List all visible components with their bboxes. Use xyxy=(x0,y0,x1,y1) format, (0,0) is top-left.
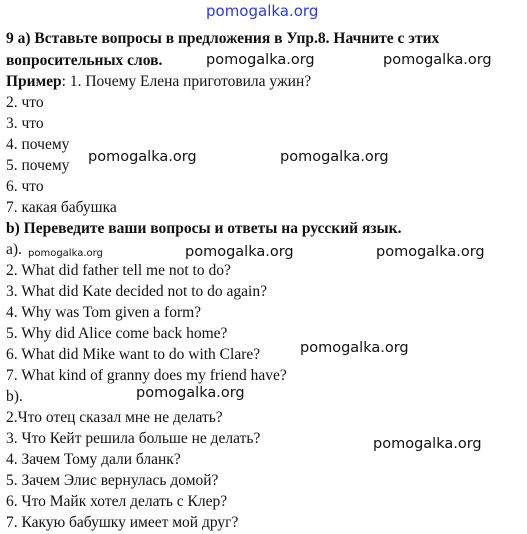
list-item: 4. почему xyxy=(6,136,70,153)
answer-b-item: 5. Зачем Элис вернулась домой? xyxy=(6,472,219,489)
example-line xyxy=(6,74,311,90)
watermark: pomogalka.org xyxy=(88,149,197,165)
watermark: pomogalka.org xyxy=(376,244,485,260)
example-label: Пример xyxy=(6,73,62,90)
answer-a-label: а). xyxy=(6,241,22,258)
answer-a-item: 3. What did Kate decided not to do again? xyxy=(6,283,267,300)
answer-a-item: 7. What kind of granny does my friend have? xyxy=(6,367,287,384)
task-heading-line1: 9 a) Вставьте вопросы в предложения в Упр.8. Начните с этих xyxy=(6,30,440,47)
top-watermark: pomogalka.org xyxy=(206,2,319,20)
answer-a-item: 2. What did father tell me not to do? xyxy=(6,262,231,279)
answer-b-item: 6. Что Майк хотел делать с Клер? xyxy=(6,493,228,510)
answer-b-item: 7. Какую бабушку имеет мой друг? xyxy=(6,514,239,531)
list-item: 7. какая бабушка xyxy=(6,199,117,216)
watermark: pomogalka.org xyxy=(185,244,294,260)
list-item: 6. что xyxy=(6,178,44,195)
task-b-heading: b) Переведите ваши вопросы и ответы на русский язык. xyxy=(6,220,402,237)
watermark: pomogalka.org xyxy=(383,52,492,68)
answer-b-item: 4. Зачем Тому дали бланк? xyxy=(6,451,181,468)
watermark-small: pomogalka.org xyxy=(28,248,103,259)
answer-a-item: 6. What did Mike want to do with Clare? xyxy=(6,346,261,363)
watermark: pomogalka.org xyxy=(373,436,482,452)
task-heading-line2: вопросительных слов. xyxy=(6,52,163,69)
answer-a-item: 5. Why did Alice come back home? xyxy=(6,325,228,342)
watermark: pomogalka.org xyxy=(280,149,389,165)
watermark: pomogalka.org xyxy=(300,340,409,356)
example-text: : 1. Почему Елена приготовила ужин? xyxy=(61,73,312,90)
list-item: 5. почему xyxy=(6,157,70,174)
answer-a-item: 4. Why was Tom given a form? xyxy=(6,304,202,321)
answer-b-item: 3. Что Кейт решила больше не делать? xyxy=(6,430,261,447)
answer-b-item: 2.Что отец сказал мне не делать? xyxy=(6,409,223,426)
watermark: pomogalka.org xyxy=(136,385,245,401)
list-item: 3. что xyxy=(6,115,44,132)
answer-b-label: b). xyxy=(6,388,23,405)
watermark: pomogalka.org xyxy=(206,52,315,68)
list-item: 2. что xyxy=(6,94,44,111)
